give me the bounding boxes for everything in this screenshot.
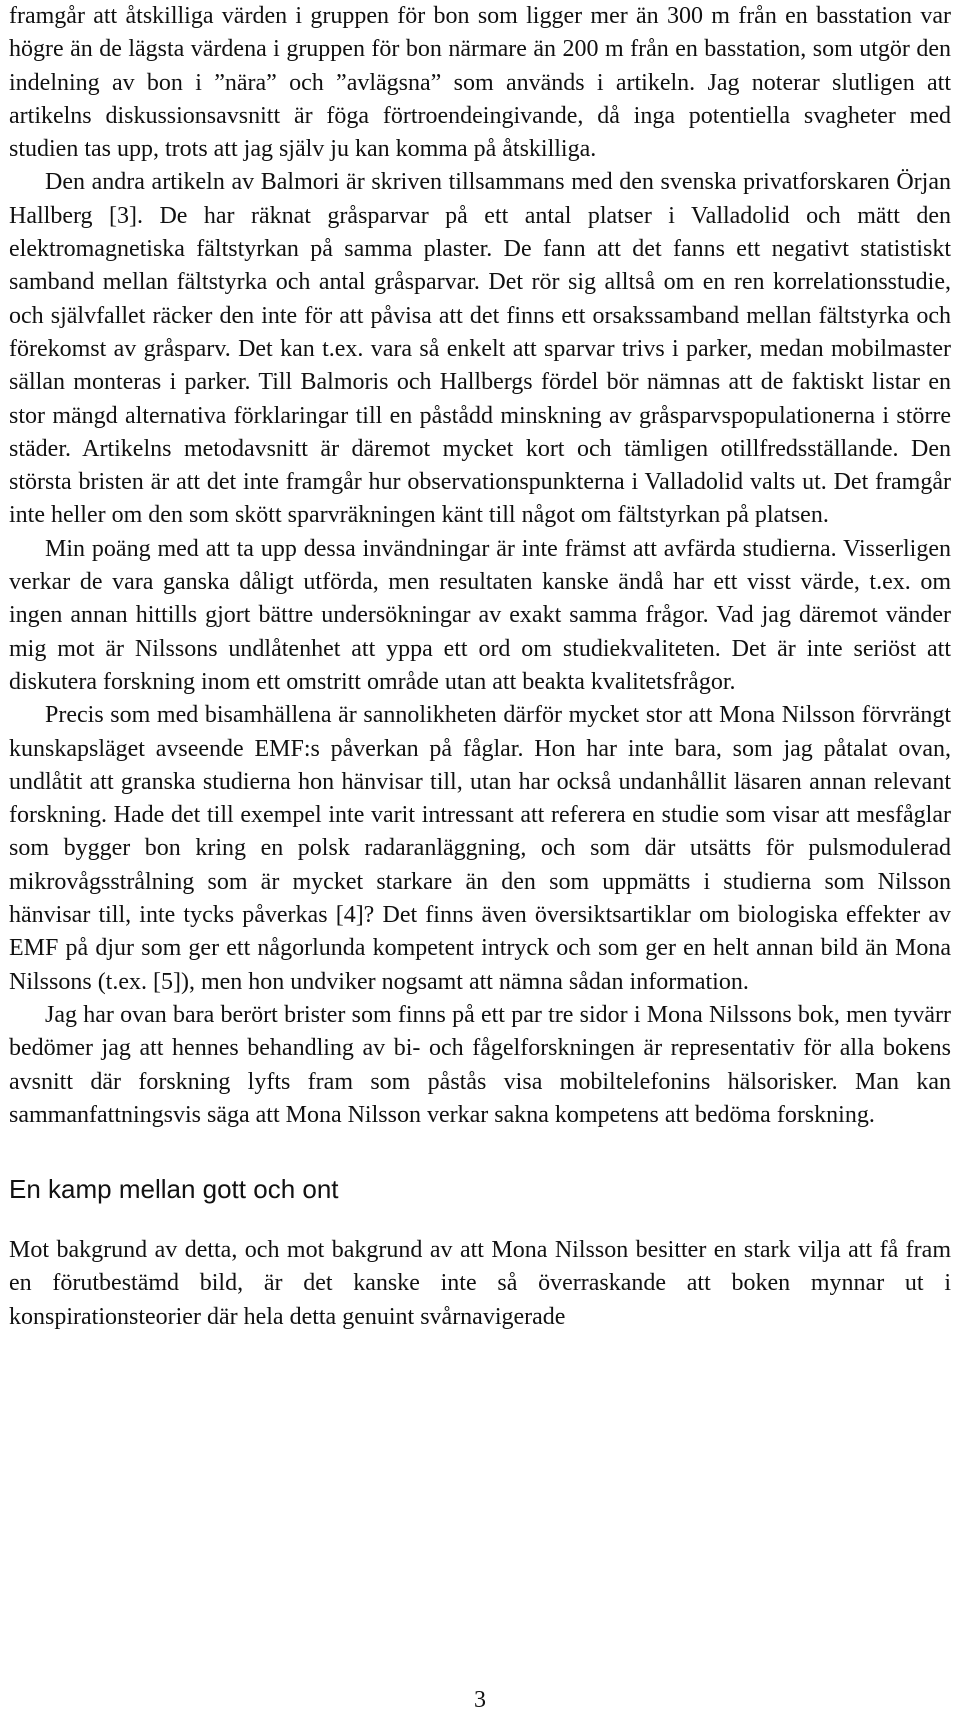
- body-paragraph-4: Precis som med bisamhällena är sannolikheten därför mycket stor att Mona Nilsson förvrängt kunskapsläget avseende EMF:s påverkan på fåglar. Hon har inte bara, som jag påtalat ovan, undlåtit att granska studierna hon hänvisar till, utan har också undanhållit läsaren annan relevant forskning. Hade det till exempel inte varit intressant att referera en studie som visar att mesfåglar som bygger bon kring en polsk radaranläggning, och som där utsätts för pulsmodulerad mikrovågsstrålning som är mycket starkare än den som uppmätts i studierna som Nilsson hänvisar till, inte tycks påverkas [4]? Det finns även översiktsartiklar om biologiska effekter av EMF på djur som ger ett någorlunda kompetent intryck och som ger en helt annan bild än Mona Nilssons (t.ex. [5]), men hon undviker nogsamt att nämna sådan information.: [9, 702, 951, 995]
- section-heading: En kamp mellan gott och ont: [9, 1174, 339, 1205]
- body-paragraph-1: framgår att åtskilliga värden i gruppen för bon som ligger mer än 300 m från en basstation var högre än de lägsta värdena i gruppen för bon närmare än 200 m från en basstation, som utgör den indelning av bon i ”nära” och ”avlägsna” som används i artikeln. Jag noterar slutligen att artikelns diskussionsavsnitt är föga förtroendeingivande, då inga potentiella svagheter med studien tas upp, trots att jag själv ju kan komma på åtskilliga.: [9, 3, 951, 163]
- section-paragraph: Mot bakgrund av detta, och mot bakgrund av att Mona Nilsson besitter en stark vilja att få fram en förutbestämd bild, är det kanske inte så överraskande att boken mynnar ut i konspirationsteorier där hela detta genuint svårnavigerade: [9, 1237, 951, 1330]
- body-paragraph-3: Min poäng med att ta upp dessa invändningar är inte främst att avfärda studierna. Visserligen verkar de vara ganska dåligt utförda, men resultaten kanske ändå har ett visst värde, t.ex. om ingen annan hittills gjort bättre undersökningar av exakt samma frågor. Vad jag däremot vänder mig mot är Nilssons undlåtenhet att yppa ett ord om studiekvaliteten. Det är inte seriöst att diskutera forskning inom ett omstritt område utan att beakta kvalitetsfrågor.: [9, 535, 951, 695]
- document-page: [9, 0, 951, 1334]
- body-paragraph-2: Den andra artikeln av Balmori är skriven tillsammans med den svenska privatforskaren Örjan Hallberg [3]. De har räknat gråsparvar på ett antal platser i Valladolid och mätt den elektromagnetiska fältstyrkan på samma plaster. De fann att det fanns ett negativt statistiskt samband mellan fältstyrka och antal gråsparvar. Det rör sig alltså om en ren korrelationsstudie, och självfallet räcker den inte för att påvisa att det finns ett orsakssamband mellan fältstyrka och förekomst av gråsparv. Det kan t.ex. vara så enkelt att sparvar trivs i parker, medan mobilmaster sällan monteras i parker. Till Balmoris och Hallbergs fördel bör nämnas att de faktiskt listar en stor mängd alternativa förklaringar till en påstådd minskning av gråsparvspopulationerna i större städer. Artikelns metodavsnitt är däremot mycket kort och tämligen otillfredsställande. Den största bristen är att det inte framgår hur observationspunkterna i Valladolid valts ut. Det framgår inte heller om den som skött sparvräkningen känt till något om fältstyrkan på platsen.: [9, 169, 951, 529]
- page-number: 3: [474, 1687, 486, 1713]
- body-paragraph-5: Jag har ovan bara berört brister som finns på ett par tre sidor i Mona Nilssons bok, men tyvärr bedömer jag att hennes behandling av bi- och fågelforskningen är representativ för alla bokens avsnitt där forskning lyfts fram som påstås visa mobiltelefonins hälsorisker. Man kan sammanfattningsvis säga att Mona Nilsson verkar sakna kompetens att bedöma forskning.: [9, 1001, 951, 1128]
